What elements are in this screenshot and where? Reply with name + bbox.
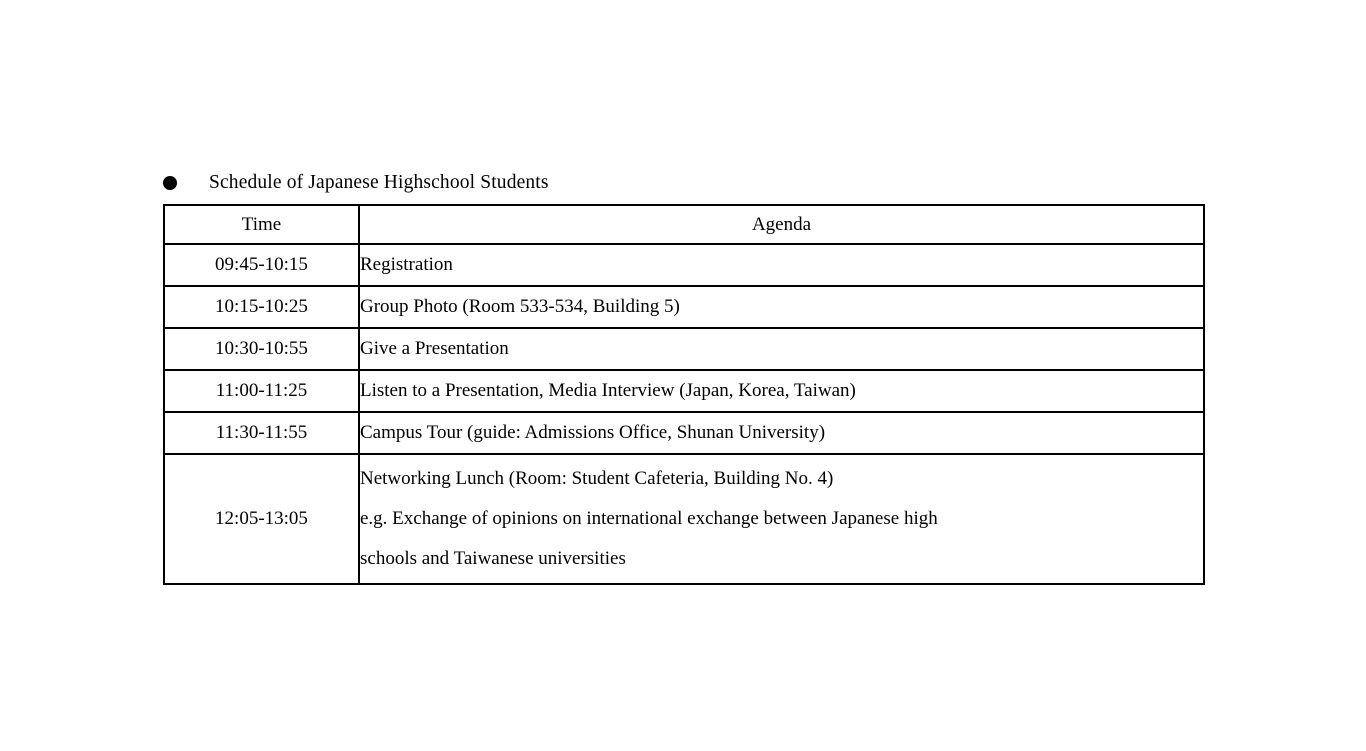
agenda-line: schools and Taiwanese universities	[360, 548, 626, 569]
agenda-line: Listen to a Presentation, Media Interview (Japan, Korea, Taiwan)	[360, 380, 856, 401]
cell-time: 10:15-10:25	[164, 286, 359, 328]
schedule-heading-text: Schedule of Japanese Highschool Students	[209, 172, 549, 193]
cell-agenda	[359, 328, 1204, 370]
cell-time: 11:30-11:55	[164, 412, 359, 454]
table-row	[164, 412, 1204, 454]
schedule-heading	[163, 170, 549, 196]
agenda-line: Campus Tour (guide: Admissions Office, Shunan University)	[360, 422, 826, 443]
column-header-agenda: Agenda	[359, 205, 1204, 244]
cell-time: 10:30-10:55	[164, 328, 359, 370]
cell-agenda	[359, 454, 1204, 584]
table-row	[164, 370, 1204, 412]
table-row	[164, 328, 1204, 370]
table-header-row	[164, 205, 1204, 244]
table-header	[164, 205, 1204, 244]
schedule-table	[163, 204, 1205, 585]
cell-agenda	[359, 370, 1204, 412]
table-row	[164, 454, 1204, 584]
cell-agenda	[359, 286, 1204, 328]
agenda-line: Give a Presentation	[360, 338, 509, 359]
table-row	[164, 244, 1204, 286]
agenda-line: e.g. Exchange of opinions on international exchange between Japanese high	[360, 508, 938, 529]
agenda-line: Registration	[360, 254, 453, 275]
table-body	[164, 244, 1204, 584]
cell-time: 11:00-11:25	[164, 370, 359, 412]
column-header-time: Time	[164, 205, 359, 244]
cell-agenda	[359, 244, 1204, 286]
cell-time: 12:05-13:05	[164, 454, 359, 584]
agenda-line: Networking Lunch (Room: Student Cafeteria, Building No. 4)	[360, 468, 834, 489]
agenda-line: Group Photo (Room 533-534, Building 5)	[360, 296, 680, 317]
bullet-dot-icon	[163, 176, 177, 190]
table-row	[164, 286, 1204, 328]
cell-time: 09:45-10:15	[164, 244, 359, 286]
cell-agenda	[359, 412, 1204, 454]
